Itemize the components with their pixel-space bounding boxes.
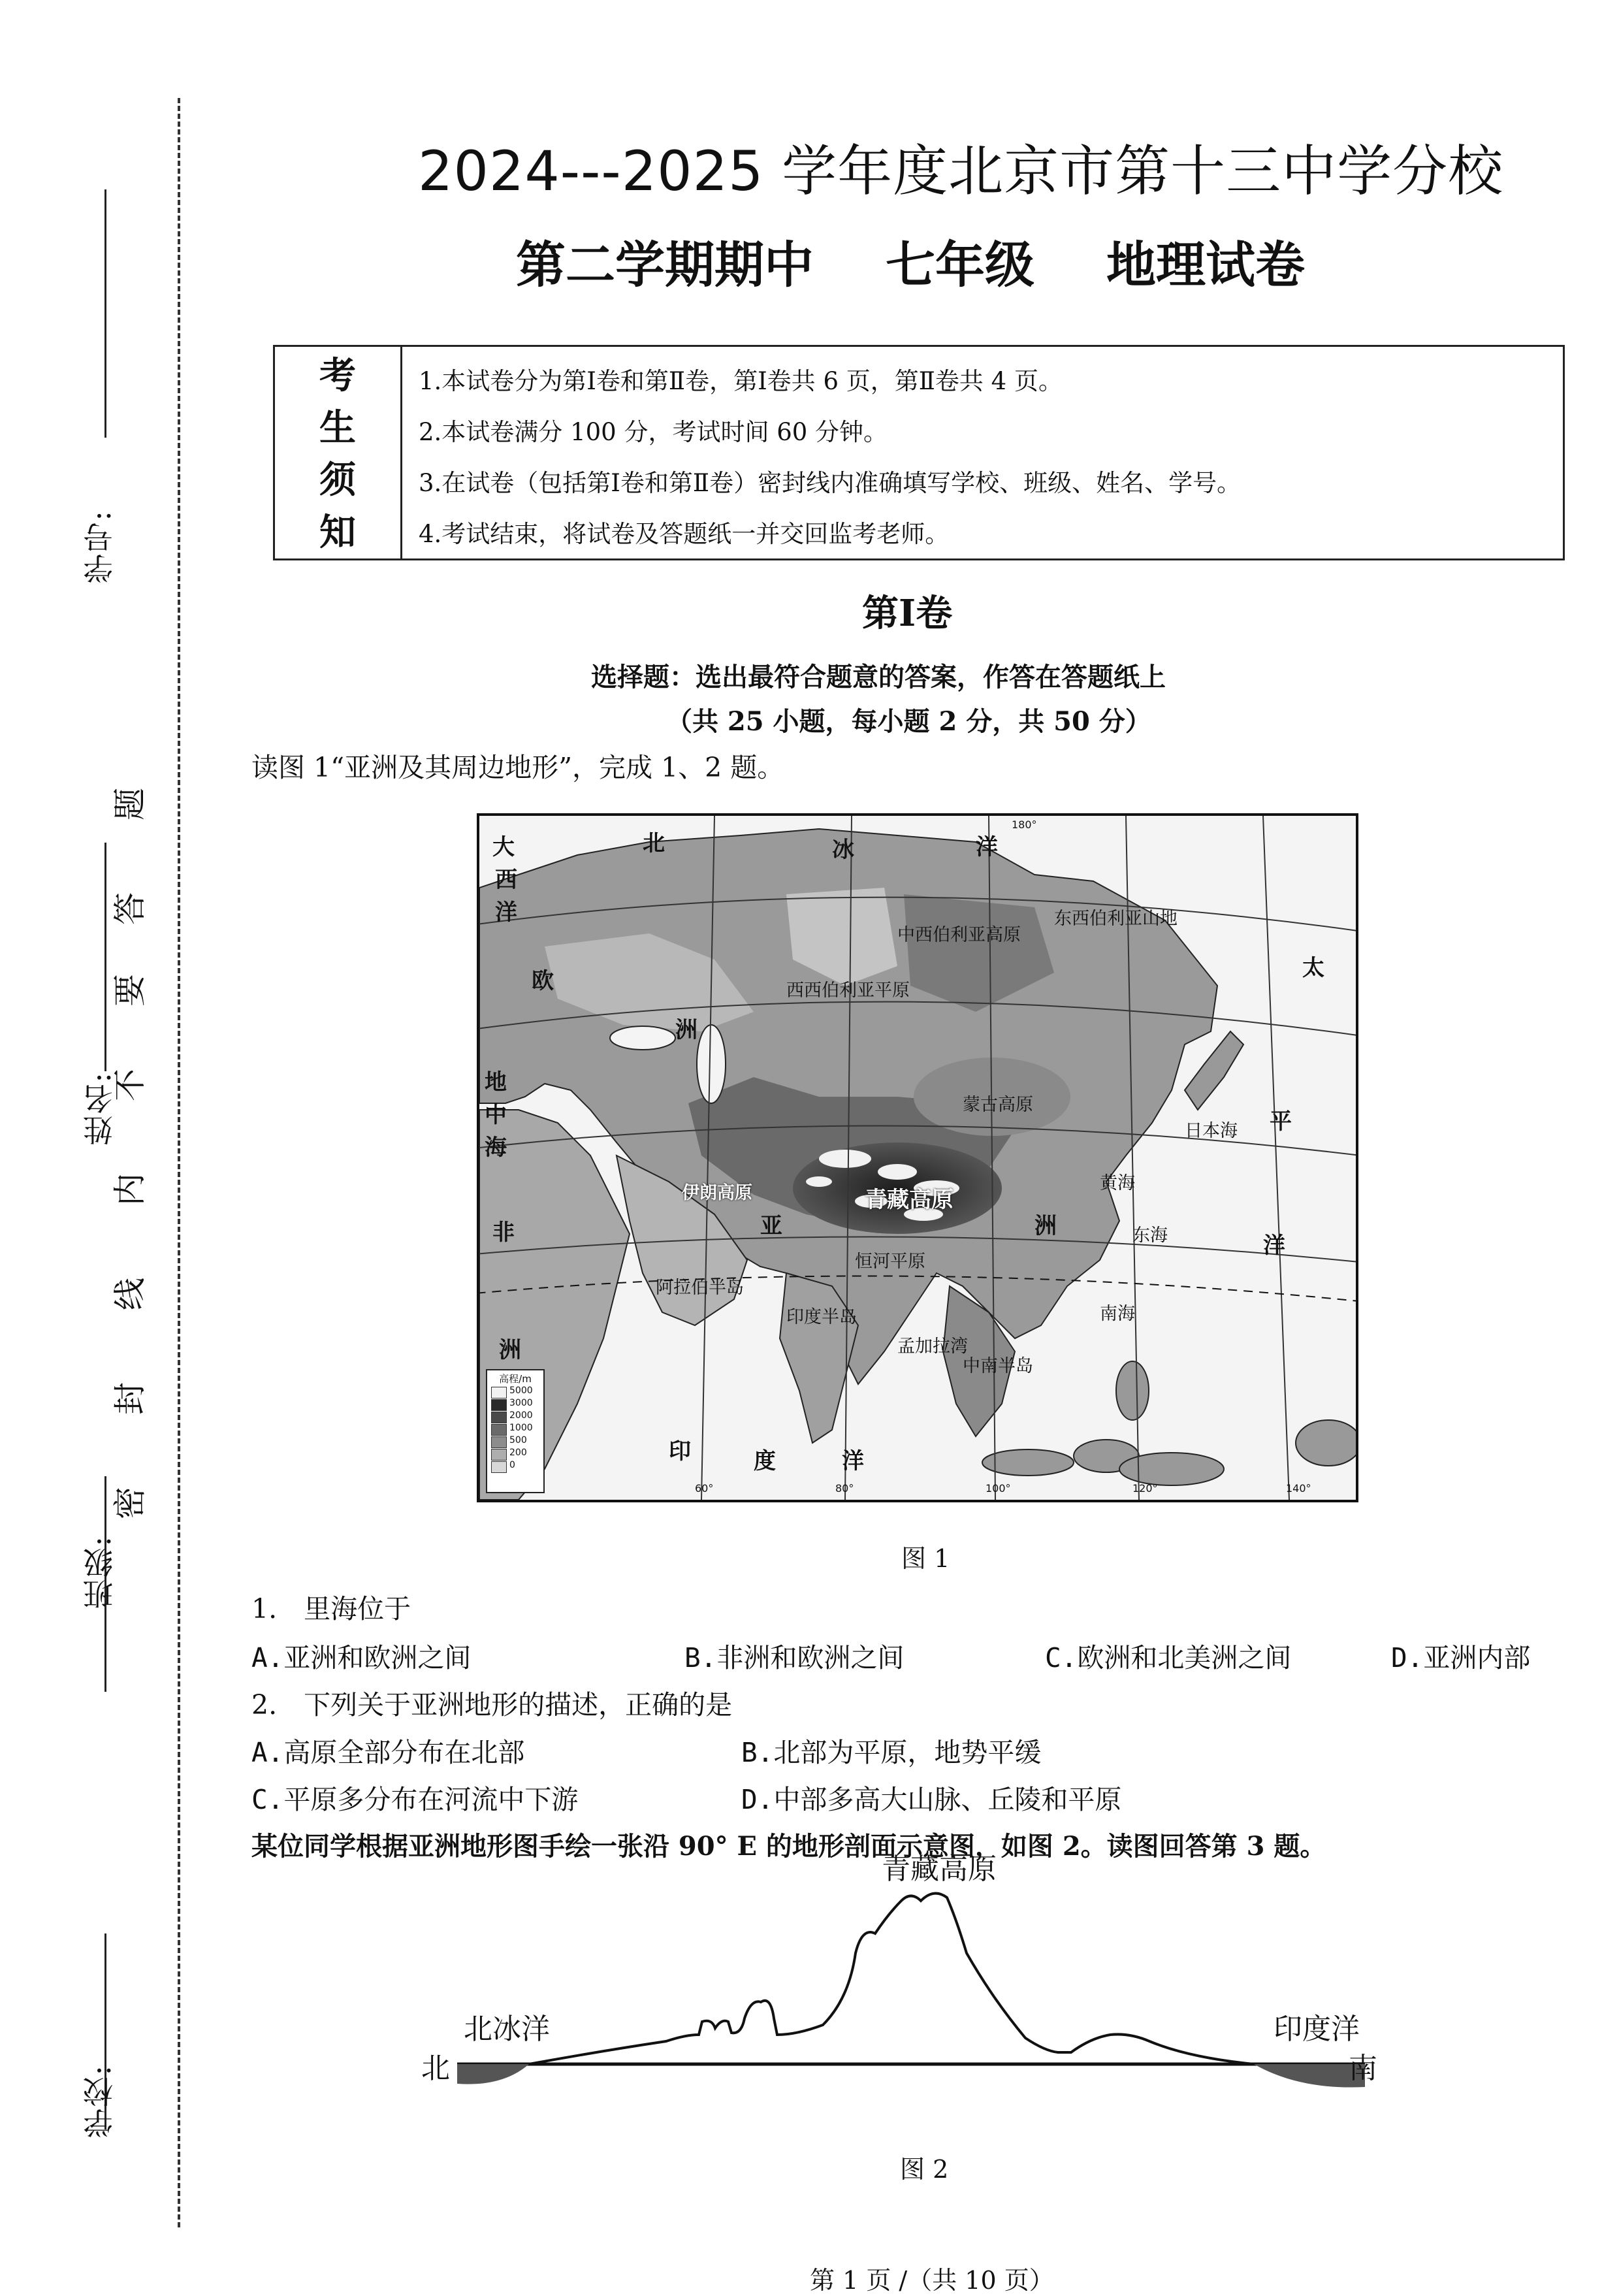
pacific-label-ping: 平 [1270,1108,1292,1135]
question-1-stem: 1. 里海位于 [251,1593,411,1625]
black-sea [610,1026,675,1050]
question-3-intro: 某位同学根据亚洲地形图手绘一张沿 90° E 的地形剖面示意图，如图 2。读图回答第 3 题。 [251,1831,1326,1862]
europe-label-zhou: 洲 [675,1017,697,1043]
notice-rule: 2.本试卷满分 100 分，考试时间 60 分钟。 [419,418,888,446]
pacific-label-tai: 太 [1302,955,1324,981]
seal-char: 内 [111,1173,149,1206]
legend-row [487,1460,543,1472]
legend-level: 3000 [509,1398,533,1408]
legend-row [487,1398,543,1410]
question-1-option-a[interactable]: A.亚洲和欧洲之间 [251,1642,472,1673]
notice-rule: 4.考试结束，将试卷及答题纸一并交回监考老师。 [419,520,950,548]
notice-heading-char: 须 [319,459,356,502]
west-siberia-label: 西西伯利亚平原 [786,980,910,1001]
longitude-label: 80° [835,1482,854,1495]
seal-char: 密 [111,1487,149,1519]
section-title: 第Ⅰ卷 [862,592,953,635]
notice-heading-char: 知 [319,511,356,554]
figure1-caption: 图 1 [901,1544,950,1573]
legend-level: 2000 [509,1410,533,1421]
terrain-profile-line [529,1894,1254,2064]
notice-heading [275,347,402,558]
figure2-caption: 图 2 [900,2155,949,2184]
atlantic-label-xi: 西 [495,867,517,893]
legend-row [487,1435,543,1447]
notice-rule: 3.在试卷（包括第Ⅰ卷和第Ⅱ卷）密封线内准确填写学校、班级、姓名、学号。 [419,469,1242,497]
exam-title: 2024---2025 学年度北京市第十三中学分校 [418,139,1504,203]
japan-sea-label: 日本海 [1185,1121,1238,1141]
legend-level: 0 [509,1460,515,1470]
binding-dashed-line [178,98,180,2227]
indian-ocean-label-du: 度 [754,1448,776,1474]
profile-top-label: 青藏高原 [882,1852,997,1886]
profile-right-ocean-label: 印度洋 [1274,2013,1360,2046]
seal-char: 题 [111,788,149,820]
section-scoring: （共 25 小题，每小题 2 分，共 50 分） [666,706,1151,737]
africa-label-fei: 非 [492,1220,515,1246]
yellow-sea-label: 黄海 [1100,1173,1135,1193]
atlantic-label-yang: 洋 [495,899,517,926]
island [1296,1420,1356,1466]
figure1-intro: 读图 1“亚洲及其周边地形”，完成 1、2 题。 [251,752,784,783]
mongolia-label: 蒙古高原 [963,1095,1033,1115]
grade-label: 七年级 [886,236,1034,294]
seal-char: 答 [111,892,149,925]
question-2-option-a[interactable]: A.高原全部分布在北部 [251,1737,525,1768]
legend-level: 200 [509,1447,527,1458]
profile-north-label: 北 [421,2052,450,2085]
term-label: 第二学期期中 [516,236,814,294]
question-2-stem: 2. 下列关于亚洲地形的描述，正确的是 [251,1689,733,1721]
indian-ocean-label-yin: 印 [669,1438,691,1464]
profile-south-label: 南 [1349,2052,1377,2085]
notice-rules [419,356,1556,560]
east-sea-label: 东海 [1132,1225,1168,1246]
legend-level: 5000 [509,1385,533,1396]
arabia-label: 阿拉伯半岛 [656,1278,744,1298]
legend-row [487,1410,543,1423]
seal-char: 线 [111,1278,149,1310]
legend-swatch [491,1412,507,1423]
ganges-plain-label: 恒河平原 [855,1252,925,1272]
question-2-option-c[interactable]: C.平原多分布在河流中下游 [251,1784,579,1815]
subject-label: 地理试卷 [1106,236,1305,294]
section-instruction: 选择题：选出最符合题意的答案，作答在答题纸上 [591,662,1166,692]
exam-notice-box [273,345,1565,560]
europe-label-ou: 欧 [532,968,554,994]
question-1-option-d[interactable]: D.亚洲内部 [1391,1642,1531,1673]
longitude-label: 180° [1012,818,1037,831]
legend-swatch [491,1387,507,1399]
legend-row [487,1447,543,1460]
profile-left-ocean-label: 北冰洋 [464,2013,550,2046]
pacific-label-yang: 洋 [1263,1233,1285,1259]
central-siberia-label: 中西伯利亚高原 [897,925,1021,945]
student-id-label: 学号: [82,509,118,584]
arctic-ocean-basin [457,2064,529,2084]
indian-ocean-label-yang: 洋 [842,1448,864,1474]
student-id-line [104,189,106,438]
question-1-option-c[interactable]: C.欧洲和北美洲之间 [1045,1642,1292,1673]
class-label: 班级: [82,1535,118,1609]
asia-label-ya: 亚 [760,1213,782,1239]
caspian-sea [697,1025,726,1103]
legend-swatch [491,1436,507,1448]
legend-level: 500 [509,1435,527,1446]
seal-char: 不 [111,1069,149,1101]
india-peninsula-label: 印度半岛 [786,1307,857,1327]
longitude-label: 60° [695,1482,714,1495]
longitude-label: 140° [1286,1482,1311,1495]
elevation-legend [486,1369,545,1493]
map-graphic [479,816,1356,1500]
name-line [104,843,106,1071]
legend-swatch [491,1461,507,1473]
arctic-label-yang: 洋 [976,834,998,860]
south-sea-label: 南海 [1100,1304,1135,1324]
notice-heading-char: 考 [319,354,356,397]
med-label-hai: 海 [485,1135,507,1161]
page-footer: 第 1 页 /（共 10 页） [810,2266,1054,2295]
atlantic-label-da: 大 [492,834,515,860]
bengal-bay-label: 孟加拉湾 [897,1336,968,1357]
island [982,1449,1074,1476]
school-label: 学校: [82,2064,118,2139]
east-siberia-label: 东西伯利亚山地 [1054,909,1178,929]
seal-char: 要 [111,974,149,1007]
iran-label: 伊朗高原 [682,1183,752,1203]
legend-swatch [491,1449,507,1461]
island [1119,1453,1224,1485]
indochina-label: 中南半岛 [963,1356,1033,1376]
med-label-di: 地 [485,1069,507,1095]
longitude-label: 120° [1132,1482,1158,1495]
notice-rule: 1.本试卷分为第Ⅰ卷和第Ⅱ卷，第Ⅰ卷共 6 页，第Ⅱ卷共 4 页。 [419,367,1063,395]
qingzang-label: 青藏高原 [865,1187,954,1213]
legend-row [487,1385,543,1398]
legend-level: 1000 [509,1423,533,1433]
name-label: 姓名: [82,1071,118,1146]
terrain-profile-figure [405,1852,1385,2123]
question-2-option-d[interactable]: D.中部多高大山脉、丘陵和平原 [741,1784,1122,1815]
question-2-option-b[interactable]: B.北部为平原，地势平缓 [741,1737,1042,1768]
legend-swatch [491,1424,507,1436]
arctic-label-bing: 冰 [832,837,854,863]
africa-label-zhou: 洲 [499,1337,521,1363]
seal-char: 封 [111,1382,149,1415]
legend-title: 高程/m [499,1373,532,1385]
island [1116,1361,1149,1420]
arctic-label-bei: 北 [643,830,665,856]
med-label-zhong: 中 [485,1102,507,1128]
asia-terrain-map [477,813,1358,1502]
asia-label-zhou: 洲 [1034,1213,1057,1239]
longitude-label: 100° [986,1482,1011,1495]
legend-row [487,1423,543,1435]
legend-swatch [491,1399,507,1411]
profile-graphic [405,1862,1385,2123]
question-1-option-b[interactable]: B.非洲和欧洲之间 [684,1642,905,1673]
notice-heading-char: 生 [319,406,356,449]
exam-subtitle [516,225,1305,297]
